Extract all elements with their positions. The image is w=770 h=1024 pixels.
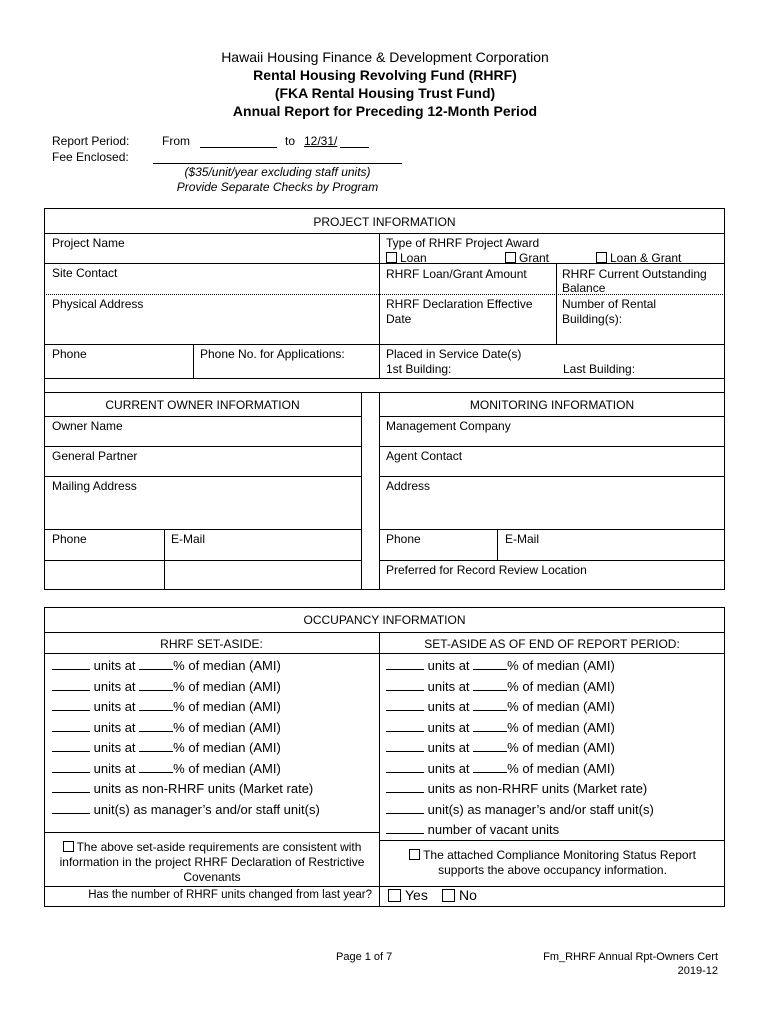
from-label: From: [162, 134, 190, 148]
right-setaside-rows: [386, 656, 654, 841]
left-ami-row[interactable]: units at % of median (AMI): [52, 697, 320, 718]
award-type-label: Type of RHRF Project Award: [386, 236, 540, 250]
phone-label[interactable]: Phone: [52, 347, 87, 361]
right-ami-row[interactable]: units at % of median (AMI): [386, 697, 654, 718]
agent-contact-label[interactable]: Agent Contact: [386, 449, 463, 463]
loan-grant-amount-label[interactable]: RHRF Loan/Grant Amount: [386, 267, 527, 281]
right-staff-units-row[interactable]: unit(s) as manager’s and/or staff unit(s): [386, 800, 654, 821]
org-name: Hawaii Housing Finance & Development Corporation: [221, 49, 549, 65]
num-buildings-label[interactable]: Number of Rental Building(s):: [562, 297, 657, 326]
left-ami-row[interactable]: units at % of median (AMI): [52, 718, 320, 739]
left-consistency-checkbox[interactable]: The above set-aside requirements are consistent with information in the project RHRF Declaration of Restrictive Covenants: [59, 840, 365, 884]
site-contact-label[interactable]: Site Contact: [52, 266, 118, 280]
owner-phone-label[interactable]: Phone: [52, 532, 87, 546]
placed-service-label: Placed in Service Date(s): [386, 347, 522, 361]
fund-name: Rental Housing Revolving Fund (RHRF): [253, 67, 517, 83]
left-setaside-rows: [52, 656, 320, 820]
loan-grant-check-icon: [596, 252, 607, 263]
right-compliance-checkbox[interactable]: The attached Compliance Monitoring Status Report supports the above occupancy information.: [385, 848, 720, 878]
yes-check-icon: [388, 889, 401, 902]
units-changed-question: Has the number of RHRF units changed from last year?: [88, 889, 372, 901]
to-label: to: [285, 134, 296, 148]
yes-checkbox[interactable]: Yes: [388, 887, 428, 903]
from-date-field[interactable]: [200, 147, 277, 148]
fee-field[interactable]: [153, 163, 402, 164]
checks-note: Provide Separate Checks by Program: [176, 180, 379, 194]
to-year-field[interactable]: [340, 147, 369, 148]
physical-address-label[interactable]: Physical Address: [52, 297, 144, 311]
left-ami-row[interactable]: units at % of median (AMI): [52, 759, 320, 780]
right-ami-row[interactable]: units at % of median (AMI): [386, 759, 654, 780]
rhrf-setaside-heading: RHRF SET-ASIDE:: [160, 637, 263, 651]
right-ami-row[interactable]: units at % of median (AMI): [386, 656, 654, 677]
project-name-label[interactable]: Project Name: [52, 236, 125, 250]
phone-apps-label[interactable]: Phone No. for Applications:: [200, 347, 345, 361]
record-review-label[interactable]: Preferred for Record Review Location: [386, 563, 587, 577]
no-checkbox[interactable]: No: [442, 887, 477, 903]
form-date: 2019-12: [677, 965, 718, 977]
left-ami-row[interactable]: units at % of median (AMI): [52, 656, 320, 677]
to-date: 12/31/: [304, 134, 338, 148]
declaration-date-label[interactable]: RHRF Declaration Effective Date: [386, 297, 533, 326]
grant-check-icon: [505, 252, 516, 263]
fka-name: (FKA Rental Housing Trust Fund): [274, 85, 496, 101]
general-partner-label[interactable]: General Partner: [52, 449, 138, 463]
right-market-rate-row[interactable]: units as non-RHRF units (Market rate): [386, 779, 654, 800]
monitoring-phone-label[interactable]: Phone: [386, 532, 421, 546]
grant-checkbox[interactable]: Grant: [505, 251, 549, 265]
right-ami-row[interactable]: units at % of median (AMI): [386, 738, 654, 759]
no-check-icon: [442, 889, 455, 902]
compliance-check-icon: [409, 849, 420, 860]
fee-enclosed-label: Fee Enclosed:: [52, 150, 129, 164]
loan-grant-checkbox[interactable]: Loan & Grant: [596, 251, 681, 265]
outstanding-balance-label[interactable]: RHRF Current Outstanding Balance: [562, 267, 707, 295]
right-ami-row[interactable]: units at % of median (AMI): [386, 718, 654, 739]
owner-email-label[interactable]: E-Mail: [171, 532, 206, 546]
right-vacant-units-row[interactable]: number of vacant units: [386, 820, 654, 841]
report-title: Annual Report for Preceding 12-Month Period: [232, 103, 538, 119]
consistency-check-icon: [63, 841, 74, 852]
management-company-label[interactable]: Management Company: [386, 419, 511, 433]
left-staff-units-row[interactable]: unit(s) as manager’s and/or staff unit(s): [52, 800, 320, 821]
mailing-address-label[interactable]: Mailing Address: [52, 479, 137, 493]
project-info-heading: PROJECT INFORMATION: [313, 215, 456, 229]
form-id: Fm_RHRF Annual Rpt-Owners Cert: [543, 951, 718, 963]
right-ami-row[interactable]: units at % of median (AMI): [386, 677, 654, 698]
report-period-label: Report Period:: [52, 134, 130, 148]
monitoring-email-label[interactable]: E-Mail: [505, 532, 540, 546]
left-market-rate-row[interactable]: units as non-RHRF units (Market rate): [52, 779, 320, 800]
owner-name-label[interactable]: Owner Name: [52, 419, 123, 433]
page-number: Page 1 of 7: [336, 951, 393, 963]
loan-checkbox[interactable]: Loan: [386, 251, 427, 265]
last-building-label[interactable]: Last Building:: [563, 362, 636, 376]
setaside-end-heading: SET-ASIDE AS OF END OF REPORT PERIOD:: [424, 637, 680, 651]
left-ami-row[interactable]: units at % of median (AMI): [52, 738, 320, 759]
monitoring-info-heading: MONITORING INFORMATION: [469, 398, 635, 412]
owner-info-heading: CURRENT OWNER INFORMATION: [105, 398, 300, 412]
monitoring-address-label[interactable]: Address: [386, 479, 431, 493]
occupancy-heading: OCCUPANCY INFORMATION: [303, 613, 466, 627]
first-building-label[interactable]: 1st Building:: [386, 362, 452, 376]
fee-note: ($35/unit/year excluding staff units): [184, 165, 371, 179]
loan-check-icon: [386, 252, 397, 263]
left-ami-row[interactable]: units at % of median (AMI): [52, 677, 320, 698]
